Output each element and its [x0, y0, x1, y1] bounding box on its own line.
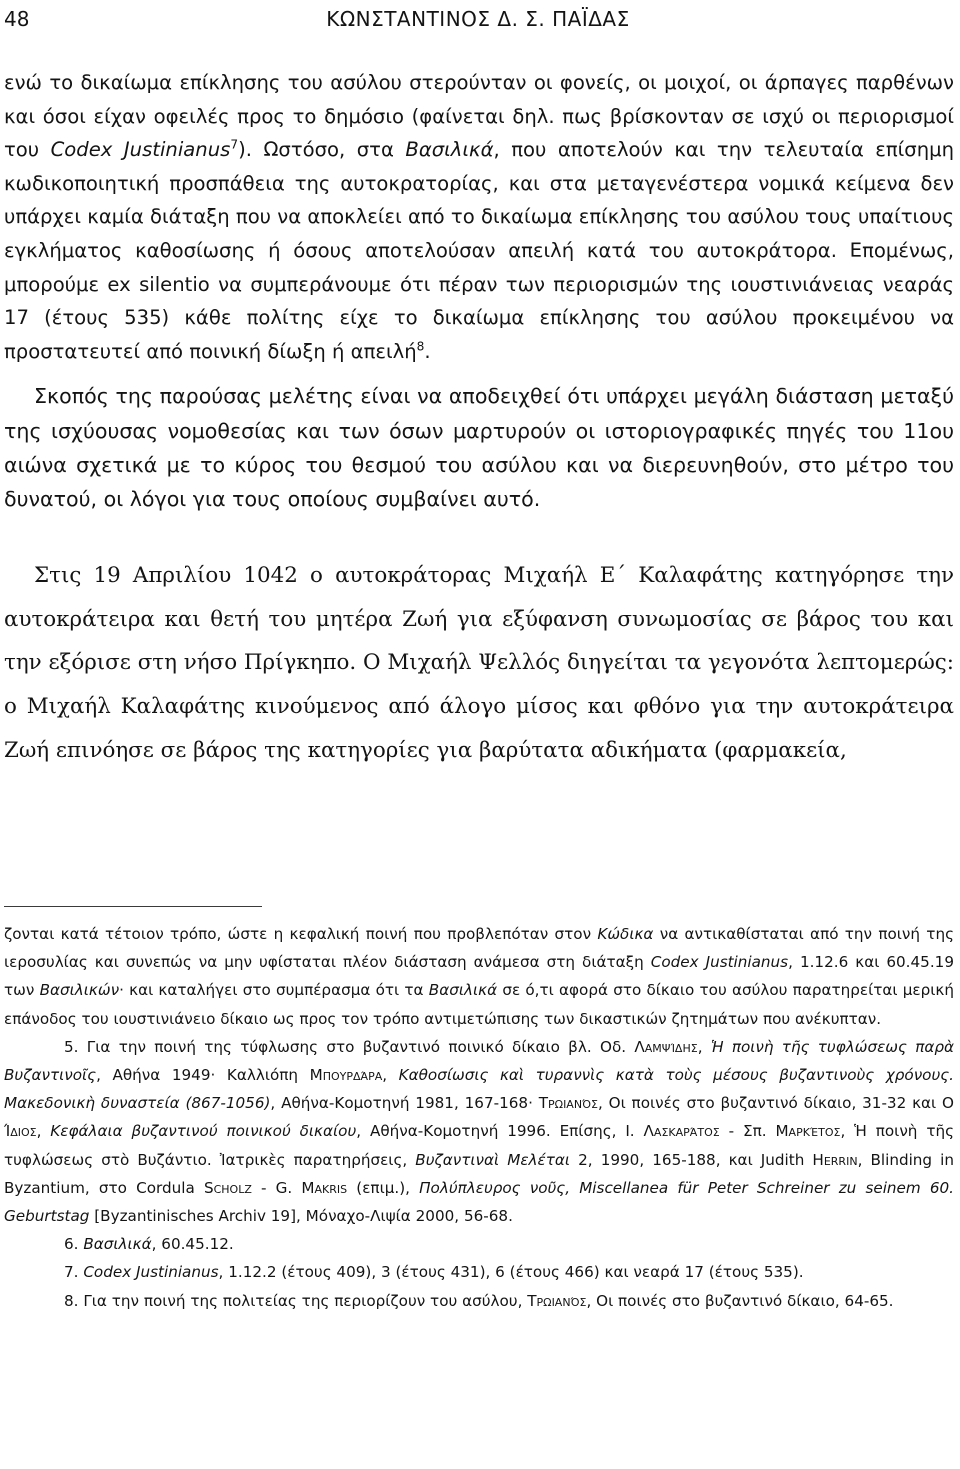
text-run: , που αποτελούν και την τελευταία επίσημη κωδικοποιητική προσπάθεια της αυτοκρατορίας, και στα μεταγενέστερα νομικά κείμενα δεν υπάρχει καμία διάταξη που να αποκλείει από το δικαίωμα επίκλησης του ασύλου τους υπαίτιους εγκλήματος καθοσίωσης ή όσους αποτελούσαν απειλή κατά του αυτοκράτορα. Επομένως, μπορούμε ex silentio να συμπεράνουμε ότι πέραν των περιορισμών της ιουστινιάνειας νεαράς 17 (έτους 535) κάθε πολίτης είχε το δικαίωμα επίκλησης του ασύλου προκειμένου να προστατευτεί από ποινική δίωξη ή απειλή: [4, 138, 954, 363]
author-name: Ίδιος: [4, 1122, 37, 1141]
footnote-5: [4, 1033, 954, 1230]
author-name: Scholz: [203, 1178, 252, 1197]
italic-title: Codex Justinianus: [83, 1263, 219, 1282]
codex-title: Codex Justinianus: [50, 138, 231, 162]
author-name: Λασκαράτος: [643, 1122, 720, 1141]
italic-title: Ἡ ποινὴ τῆς τυφλώσεως παρὰ Βυζαντινοῖς: [4, 1037, 955, 1085]
text-run: (επιμ.),: [347, 1178, 420, 1197]
footnote-8: [4, 1287, 954, 1315]
text-run: - G.: [251, 1178, 302, 1197]
italic-title: Βασιλικά: [428, 981, 498, 1000]
text-run: ζονται κατά τέτοιον τρόπο, ώστε η κεφαλική ποινή που προβλεπόταν στον: [4, 925, 598, 943]
author-name: Μαρκέτος: [775, 1122, 841, 1141]
text-run: , Αθήνα 1949· Καλλιόπη: [96, 1066, 310, 1085]
text-run: - Σπ.: [719, 1122, 776, 1141]
italic-title: Πολύπλευρος νοῦς, Miscellanea für Peter Schreiner zu seinem 60. Geburtstag: [4, 1178, 954, 1226]
author-name: Λαμψίδης: [634, 1037, 698, 1056]
author-name: Τρωιανός: [538, 1094, 598, 1113]
text-run: , Ἡ ποινὴ τῆς τυφλώσεως στὸ Βυζάντιο. Ἰατρικὲς παρατηρήσεις,: [4, 1122, 954, 1169]
text-run: , Οι ποινές στο βυζαντινό δίκαιο, 64-65.: [586, 1291, 894, 1310]
text-run: 2, 1990, 165-188, και Judith: [570, 1150, 813, 1169]
italic-title: Codex Justinianus: [650, 953, 789, 972]
text-run: , Αθήνα-Κομοτηνή 1996. Επίσης, Ι.: [356, 1122, 644, 1141]
author-name: Makris: [301, 1178, 348, 1197]
italic-title: Βασιλικών: [39, 981, 120, 1000]
text-run: Για την ποινή της πολιτείας της περιορίζουν του ασύλου,: [78, 1291, 528, 1310]
italic-title: Κώδικα: [597, 925, 654, 943]
page-number: 48: [4, 7, 30, 31]
text-run: · και καταλήγει στο συμπέρασμα ότι τα: [119, 981, 429, 1000]
footnote-continued: [4, 920, 954, 1033]
text-run: .: [424, 339, 431, 363]
italic-title: Καθοσίωσις καὶ τυραννὶς κατὰ τοὺς μέσους βυζαντινοὺς χρόνους. Μακεδονικὴ δυναστεία (867-1056): [4, 1066, 954, 1113]
text-run: ,: [36, 1122, 51, 1141]
running-title: ΚΩΝΣΤΑΝΤΙΝΟΣ Δ. Σ. ΠΑΪΔΑΣ: [326, 7, 630, 31]
text-run: Για την ποινή της τύφλωσης στο βυζαντινό ποινικό δίκαιο βλ. Οδ.: [78, 1037, 635, 1056]
text-run: , 1.12.6 και 60.45.19 των: [4, 953, 954, 1000]
text-run: να αντικαθίσταται από την ποινή της ιεροσυλίας και συνεπώς να μην υφίσταται πλέον διάσταση ανάμεσα στη διάταξη: [4, 925, 954, 972]
footnote-ref-7[interactable]: 7: [230, 137, 239, 152]
text-run: , Αθήνα-Κομοτηνή 1981, 167-168·: [270, 1094, 539, 1113]
footnotes: [4, 920, 954, 1315]
text-run: , Οι ποινές στο βυζαντινό δίκαιο, 31-32 και Ο: [597, 1094, 954, 1113]
main-text: [4, 66, 954, 772]
running-head: [4, 2, 952, 36]
text-run: ,: [382, 1066, 399, 1085]
footnote-6: [4, 1230, 954, 1258]
footnote-7: [4, 1258, 954, 1286]
text-run: ,: [697, 1037, 711, 1056]
footnote-number: 8.: [64, 1291, 79, 1310]
basilika-title: Βασιλικά: [405, 138, 494, 162]
paragraph-2: Σκοπός της παρούσας μελέτης είναι να αποδειχθεί ότι υπάρχει μεγάλη διάσταση μεταξύ της ισχύουσας νομοθεσίας και των όσων μαρτυρούν οι ιστοριογραφικές πηγές του 11ου αιώνα σχετικά με το κύρος του θεσμού του ασύλου και να διερευνηθούν, στο μέτρο του δυνατού, οι λόγοι για τους οποίους συμβαίνει αυτό.: [4, 384, 954, 511]
text-run: ). Ωστόσο, στα: [238, 138, 406, 162]
text-run: σε ό,τι αφορά στο δίκαιο του ασύλου παρατηρείται μερική επάνοδος του ιουστινιάνειο δίκαιο ως προς τον τρόπο αντιμετώπισης των δικαστικών ζητημάτων που ανέκυπταν.: [4, 981, 954, 1028]
author-name: Τρωιανός: [527, 1291, 587, 1310]
footnote-ref-8[interactable]: 8: [416, 339, 425, 354]
text-run: [Byzantinisches Archiv 19], Μόναχο-Λιψία 2000, 56-68.: [89, 1207, 513, 1226]
footnote-separator: [4, 906, 262, 907]
italic-title: Βυζαντιναὶ Μελέται: [415, 1150, 571, 1169]
paragraph-1: [4, 66, 954, 368]
text-run: , Blinding in Byzantium, στο Cordula: [4, 1150, 954, 1197]
footnote-number: 5.: [64, 1037, 79, 1056]
italic-title: Βασιλικά: [83, 1235, 152, 1254]
text-run: , 1.12.2 (έτους 409), 3 (έτους 431), 6 (έτους 466) και νεαρά 17 (έτους 535).: [218, 1263, 804, 1282]
footnote-number: 6.: [64, 1235, 79, 1254]
italic-title: Κεφάλαια βυζαντινού ποινικού δικαίου: [50, 1122, 357, 1141]
footnote-number: 7.: [64, 1263, 79, 1282]
author-name: Μπουρδάρα: [309, 1066, 383, 1085]
text-run: ενώ το δικαίωμα επίκλησης του ασύλου στερούνταν οι φονείς, οι μοιχοί, οι άρπαγες παρθένων και όσοι είχαν οφειλές προς το δημόσιο (φαίνεται δηλ. πως βρίσκονταν σε ισχύ οι περιορισμοί του: [4, 71, 954, 162]
paragraph-3: Στις 19 Απριλίου 1042 ο αυτοκράτορας Μιχαήλ Ε΄ Καλαφάτης κατηγόρησε την αυτοκράτειρα και θετή του μητέρα Ζωή για εξύφανση συνωμοσίας σε βάρος του και την εξόρισε στη νήσο Πρίγκηπο. Ο Μιχαήλ Ψελλός διηγείται τα γεγονότα λεπτομερώς: ο Μιχαήλ Καλαφάτης κινούμενος από άλογο μίσος και φθόνο για την αυτοκράτειρα Ζωή επινόησε σε βάρος της κατηγορίες για βαρύτατα αδικήματα (φαρμακεία,: [4, 563, 954, 763]
author-name: Herrin: [812, 1150, 858, 1169]
text-run: , 60.45.12.: [151, 1235, 234, 1254]
